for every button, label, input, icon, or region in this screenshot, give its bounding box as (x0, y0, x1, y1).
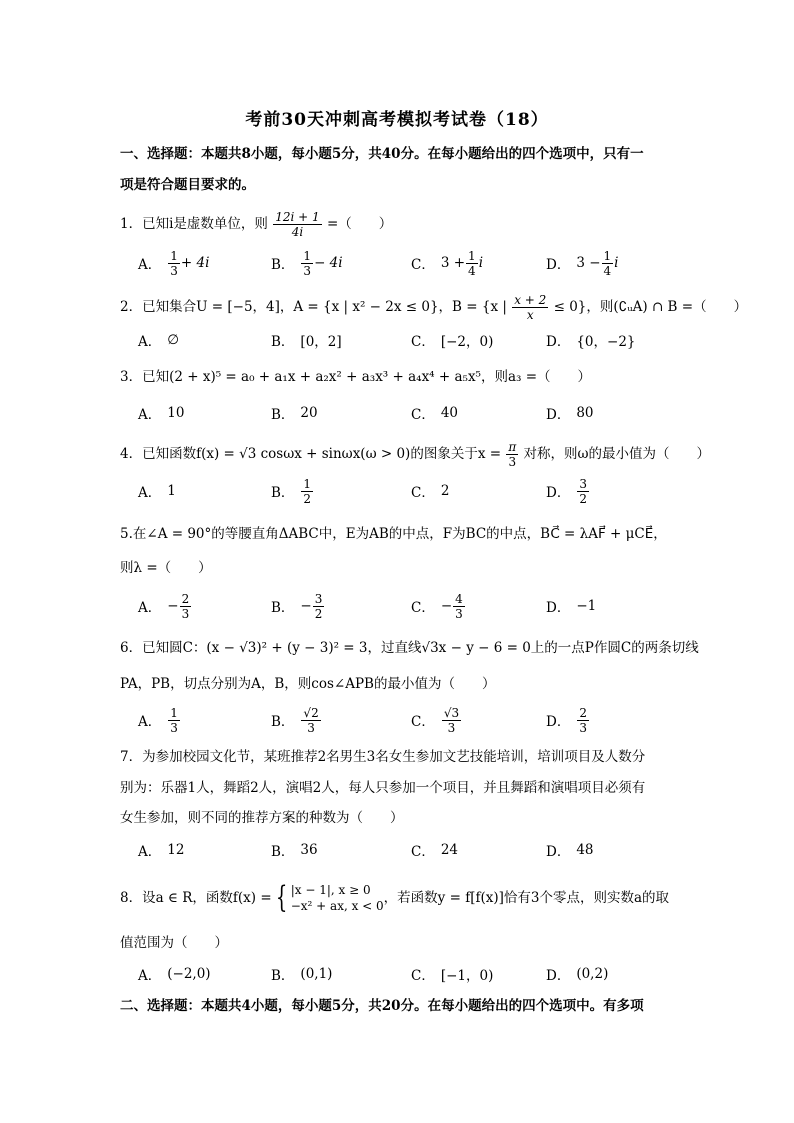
option-text: 20 (300, 405, 318, 421)
option-text: 1 (167, 483, 176, 499)
denominator: 4 (468, 263, 476, 278)
option-fraction (442, 706, 461, 735)
q8-option-b[interactable] (271, 956, 332, 992)
q8-option-a[interactable] (138, 956, 211, 992)
numerator: 2 (579, 705, 587, 720)
option-label: D． (546, 844, 571, 860)
q3-option-d[interactable] (546, 395, 594, 431)
option-fraction (577, 477, 589, 506)
option-text: 80 (576, 405, 594, 421)
option-label: A． (138, 334, 162, 350)
left-brace-icon: { (275, 880, 287, 915)
option-text: [−1，0) (440, 968, 494, 984)
denominator: 3 (170, 720, 178, 735)
numerator: 1 (170, 705, 178, 720)
option-tail: + 4i (180, 255, 210, 271)
q4-fraction-numerator: π (508, 440, 517, 454)
option-label: C． (411, 485, 435, 501)
question-1 (120, 210, 676, 239)
option-fraction (577, 706, 589, 735)
option-label: B． (271, 257, 295, 273)
option-label: C． (411, 714, 435, 730)
q4-option-c[interactable] (411, 473, 449, 509)
option-label: B． (271, 600, 295, 616)
option-text: 12 (167, 842, 185, 858)
numerator: √2 (303, 705, 319, 720)
option-label: D． (546, 407, 571, 423)
option-text: (−2,0) (167, 966, 211, 982)
option-fraction (466, 249, 478, 278)
q2-options (138, 322, 694, 358)
question-7-cont-2: 女生参加，则不同的推荐方案的种数为（ ） (120, 810, 404, 826)
option-tail: i (478, 255, 484, 271)
q8-piecewise (272, 882, 384, 914)
q3-option-a[interactable] (138, 395, 184, 431)
option-text: −1 (576, 598, 597, 614)
option-text: 24 (440, 842, 459, 858)
q1-stem-pre: 1．已知i是虚数单位，则 (120, 216, 268, 232)
question-7-cont-1: 别为：乐器1人，舞蹈2人，演唱2人，每人只参加一个项目，并且舞蹈和演唱项目必须有 (120, 780, 646, 796)
option-text: [−2，0) (440, 334, 494, 350)
denominator: 2 (579, 491, 587, 506)
q3-options (138, 395, 694, 431)
question-4 (120, 440, 711, 469)
section-1-header-cont: 项是符合题目要求的。 (120, 177, 255, 193)
q4-option-d[interactable] (546, 473, 590, 509)
option-label: A． (138, 600, 162, 616)
denominator: 3 (447, 720, 456, 735)
q4-option-a[interactable] (138, 473, 176, 509)
q1-options (138, 245, 694, 281)
q4-option-b[interactable] (271, 473, 314, 509)
q2-fraction-numerator: x + 2 (514, 293, 547, 307)
option-label: C． (411, 407, 435, 423)
option-label: C． (411, 968, 435, 984)
q5-option-a[interactable] (138, 588, 192, 624)
denominator: 3 (303, 263, 312, 278)
option-fraction (453, 592, 465, 621)
option-label: A． (138, 257, 162, 273)
option-label: A． (138, 485, 162, 501)
q2-fraction (512, 293, 548, 322)
option-fraction (168, 706, 180, 735)
denominator: 3 (181, 606, 190, 621)
denominator: 3 (455, 606, 463, 621)
option-text: ∅ (167, 332, 180, 348)
q8-option-c[interactable] (411, 956, 493, 992)
numerator: 2 (181, 591, 190, 606)
denominator: 3 (579, 720, 587, 735)
q1-fraction (273, 210, 321, 239)
q8-case-1: |x − 1|, x ≥ 0 (290, 883, 371, 897)
q8-stem-post: ，若函数y = f[f(x)]恰有3个零点，则实数a的取 (383, 890, 670, 906)
option-label: B． (271, 485, 295, 501)
option-tail: − 4i (314, 255, 343, 271)
option-pre: − (167, 598, 179, 614)
q5-option-c[interactable] (411, 588, 466, 624)
q2-stem-post: ≤ 0}，则(∁ᵤA) ∩ B =（ ） (553, 299, 748, 315)
denominator: 4 (603, 263, 612, 278)
option-label: C． (411, 334, 435, 350)
question-8-cont: 值范围为（ ） (120, 935, 228, 951)
option-fraction (301, 249, 313, 278)
option-label: B． (271, 968, 295, 984)
option-tail: i (614, 255, 619, 271)
q8-case-2: −x² + ax, x < 0 (290, 899, 384, 913)
q4-fraction-denominator: 3 (508, 455, 517, 469)
question-3: 3．已知(2 + x)⁵ = a₀ + a₁x + a₂x² + a₃x³ + a₄x⁴ + a₅x⁵，则a₃ =（ ） (120, 369, 592, 385)
q6-option-a[interactable] (138, 702, 181, 738)
option-label: C． (411, 600, 435, 616)
denominator: 2 (314, 606, 323, 621)
numerator: 1 (468, 248, 476, 263)
q1-option-b[interactable] (271, 245, 343, 281)
option-fraction (602, 249, 614, 278)
q6-option-d[interactable] (546, 702, 590, 738)
option-text: 40 (440, 405, 459, 421)
q2-option-c[interactable] (411, 322, 493, 358)
q8-stem-pre: 8．设a ∈ R，函数f(x) = (120, 890, 272, 906)
option-fraction (180, 592, 192, 621)
q8-cases (291, 882, 384, 914)
question-6-cont: PA，PB，切点分别为A，B，则cos∠APB的最小值为（ ） (120, 676, 496, 692)
option-text: {0，−2} (576, 334, 636, 350)
denominator: 2 (303, 491, 312, 506)
denominator: 3 (170, 263, 178, 278)
q2-option-d[interactable] (546, 322, 636, 358)
option-label: D． (546, 334, 571, 350)
option-text: 10 (167, 405, 185, 421)
q3-option-c[interactable] (411, 395, 458, 431)
q6-option-c[interactable] (411, 702, 462, 738)
q1-option-c[interactable] (411, 245, 483, 281)
option-label: B． (271, 407, 295, 423)
q3-option-b[interactable] (271, 395, 318, 431)
q4-stem-pre: 4．已知函数f(x) = √3 cosωx + sinωx(ω > 0)的图象关于x = (120, 446, 502, 462)
option-text: [0，2] (300, 334, 342, 350)
option-fraction (313, 592, 325, 621)
numerator: 3 (579, 476, 587, 491)
q4-options (138, 473, 694, 509)
q2-fraction-denominator: x (526, 308, 534, 322)
question-2 (120, 293, 748, 322)
question-6: 6．已知圆C：(x − √3)² + (y − 3)² = 3，过直线√3x − y − 6 = 0上的一点P作圆C的两条切线 (120, 640, 699, 656)
q1-option-d[interactable] (546, 245, 619, 281)
q4-stem-post: 对称，则ω的最小值为（ ） (523, 446, 711, 462)
q6-option-b[interactable] (271, 702, 322, 738)
numerator: 4 (455, 591, 463, 606)
q2-option-a[interactable] (138, 322, 179, 358)
option-label: A． (138, 407, 162, 423)
numerator: 1 (303, 476, 312, 491)
section-1-header: 一、选择题：本题共8小题，每小题5分，共40分。在每小题给出的四个选项中，只有一 (120, 146, 644, 162)
option-label: D． (546, 968, 571, 984)
option-text: 2 (440, 483, 450, 499)
numerator: 3 (314, 591, 323, 606)
option-label: C． (411, 844, 435, 860)
q5-option-b[interactable] (271, 588, 325, 624)
option-pre: 3 − (576, 255, 601, 271)
option-pre: − (440, 598, 453, 614)
q1-stem-post: =（ ） (326, 216, 393, 232)
q7-options (138, 832, 694, 868)
question-8 (120, 878, 676, 918)
q7-option-d[interactable] (546, 832, 594, 868)
q7-option-a[interactable] (138, 832, 184, 868)
denominator: 3 (307, 720, 315, 735)
q7-option-b[interactable] (271, 832, 318, 868)
option-text: 48 (576, 842, 594, 858)
option-text: (0,2) (576, 966, 609, 982)
question-5-cont: 则λ =（ ） (120, 560, 212, 576)
option-label: D． (546, 485, 571, 501)
q7-option-c[interactable] (411, 832, 458, 868)
option-label: A． (138, 844, 162, 860)
question-5: 5.在∠A = 90°的等腰直角ΔABC中，E为AB的中点，F为BC的中点，BC⃗ = λAF⃗ + μCE⃗， (120, 526, 667, 542)
option-label: B． (271, 844, 295, 860)
q2-option-b[interactable] (271, 322, 342, 358)
q8-option-d[interactable] (546, 956, 608, 992)
q2-stem-pre: 2．已知集合U = [−5，4]，A = {x | x² − 2x ≤ 0}，B = {x | (120, 299, 507, 315)
numerator: √3 (443, 705, 460, 720)
numerator: 1 (170, 248, 178, 263)
q8-options (138, 956, 694, 992)
q1-option-a[interactable] (138, 245, 209, 281)
option-fraction (301, 477, 313, 506)
q1-fraction-denominator: 4i (291, 225, 304, 239)
option-pre: 3 + (440, 255, 466, 271)
option-label: A． (138, 968, 162, 984)
q6-options (138, 702, 694, 738)
numerator: 1 (603, 248, 612, 263)
option-text: (0,1) (300, 966, 333, 982)
option-label: C． (411, 257, 435, 273)
option-label: D． (546, 714, 571, 730)
option-label: D． (546, 257, 571, 273)
option-fraction (168, 249, 180, 278)
question-7: 7．为参加校园文化节，某班推荐2名男生3名女生参加文艺技能培训，培训项目及人数分 (120, 749, 646, 765)
option-label: D． (546, 600, 571, 616)
q5-options (138, 588, 694, 624)
option-label: B． (271, 334, 295, 350)
numerator: 1 (303, 248, 312, 263)
option-text: 36 (300, 842, 318, 858)
q4-fraction (506, 440, 518, 469)
option-fraction (301, 706, 320, 735)
page-title: 考前30天冲刺高考模拟考试卷（18） (245, 110, 549, 130)
q5-option-d[interactable] (546, 588, 596, 624)
option-label: B． (271, 714, 295, 730)
option-pre: − (300, 598, 312, 614)
option-label: A． (138, 714, 162, 730)
q1-fraction-numerator: 12i + 1 (275, 210, 320, 224)
section-2-header: 二、选择题：本题共4小题，每小题5分，共20分。在每小题给出的四个选项中。有多项 (120, 998, 644, 1014)
